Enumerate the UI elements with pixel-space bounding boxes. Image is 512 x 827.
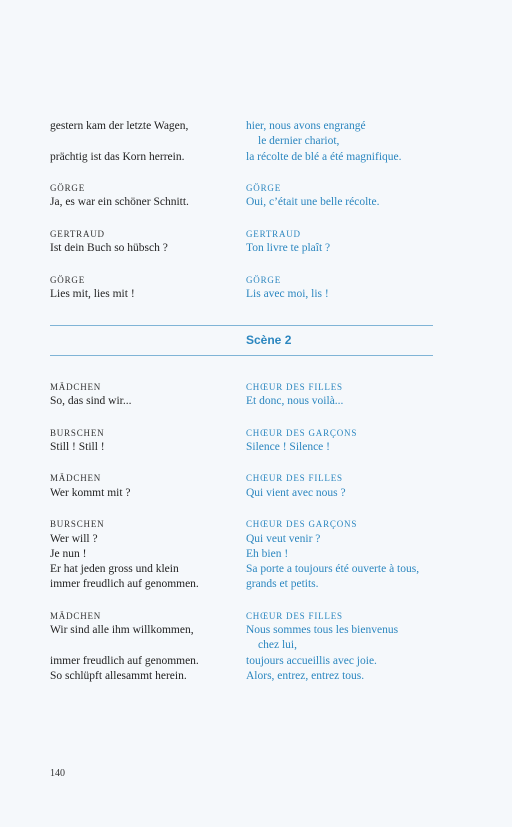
scene-rule-top [50, 325, 433, 326]
speaker-german: MÄDCHEN [50, 611, 102, 621]
german-line: gestern kam der letzte Wagen, [50, 120, 189, 132]
german-line: immer freudlich auf genommen. [50, 655, 199, 667]
french-line: la récolte de blé a été magnifique. [246, 151, 402, 163]
speaker-french: GÖRGE [246, 275, 281, 285]
french-line: Silence ! Silence ! [246, 441, 330, 453]
french-line: Lis avec moi, lis ! [246, 288, 329, 300]
french-line: toujours accueillis avec joie. [246, 655, 377, 667]
german-line: So schlüpft allesammt herein. [50, 670, 187, 682]
speaker-french: CHŒUR DES GARÇONS [246, 519, 358, 529]
french-line: hier, nous avons engrangé [246, 120, 366, 132]
french-line: Nous sommes tous les bienvenus [246, 624, 399, 636]
speaker-german: MÄDCHEN [50, 382, 102, 392]
german-line: Ist dein Buch so hübsch ? [50, 242, 168, 254]
german-line: Ja, es war ein schöner Schnitt. [50, 196, 189, 208]
french-line: chez lui, [258, 639, 297, 651]
german-line: immer freudlich auf genommen. [50, 578, 199, 590]
german-line: Still ! Still ! [50, 441, 105, 453]
french-line: Qui veut venir ? [246, 533, 321, 545]
french-line: Alors, entrez, entrez tous. [246, 670, 365, 682]
page-number: 140 [50, 768, 65, 779]
french-line: Oui, c’était une belle récolte. [246, 196, 380, 208]
speaker-german: GÖRGE [50, 183, 85, 193]
german-line: prächtig ist das Korn herrein. [50, 151, 185, 163]
german-line: Er hat jeden gross und klein [50, 563, 179, 575]
french-line: Et donc, nous voilà... [246, 395, 344, 407]
speaker-german: BURSCHEN [50, 519, 105, 529]
speaker-french: CHŒUR DES FILLES [246, 382, 343, 392]
german-line: Wer will ? [50, 533, 98, 545]
speaker-french: GÖRGE [246, 183, 281, 193]
french-line: Qui vient avec nous ? [246, 487, 346, 499]
speaker-french: CHŒUR DES FILLES [246, 611, 343, 621]
speaker-french: CHŒUR DES GARÇONS [246, 428, 358, 438]
speaker-french: CHŒUR DES FILLES [246, 473, 343, 483]
speaker-german: MÄDCHEN [50, 473, 102, 483]
german-line: Je nun ! [50, 548, 87, 560]
german-line: Wer kommt mit ? [50, 487, 131, 499]
speaker-german: GÖRGE [50, 275, 85, 285]
german-line: Wir sind alle ihm willkommen, [50, 624, 194, 636]
french-line: Eh bien ! [246, 548, 289, 560]
french-line: Ton livre te plaît ? [246, 242, 331, 254]
french-line: grands et petits. [246, 578, 319, 590]
scene-title: Scène 2 [246, 333, 292, 347]
speaker-german: BURSCHEN [50, 428, 105, 438]
german-line: So, das sind wir... [50, 395, 132, 407]
french-line: le dernier chariot, [258, 135, 340, 147]
german-line: Lies mit, lies mit ! [50, 288, 135, 300]
speaker-french: GERTRAUD [246, 229, 301, 239]
scene-rule-bottom [50, 355, 433, 356]
french-line: Sa porte a toujours été ouverte à tous, [246, 563, 420, 575]
speaker-german: GERTRAUD [50, 229, 105, 239]
